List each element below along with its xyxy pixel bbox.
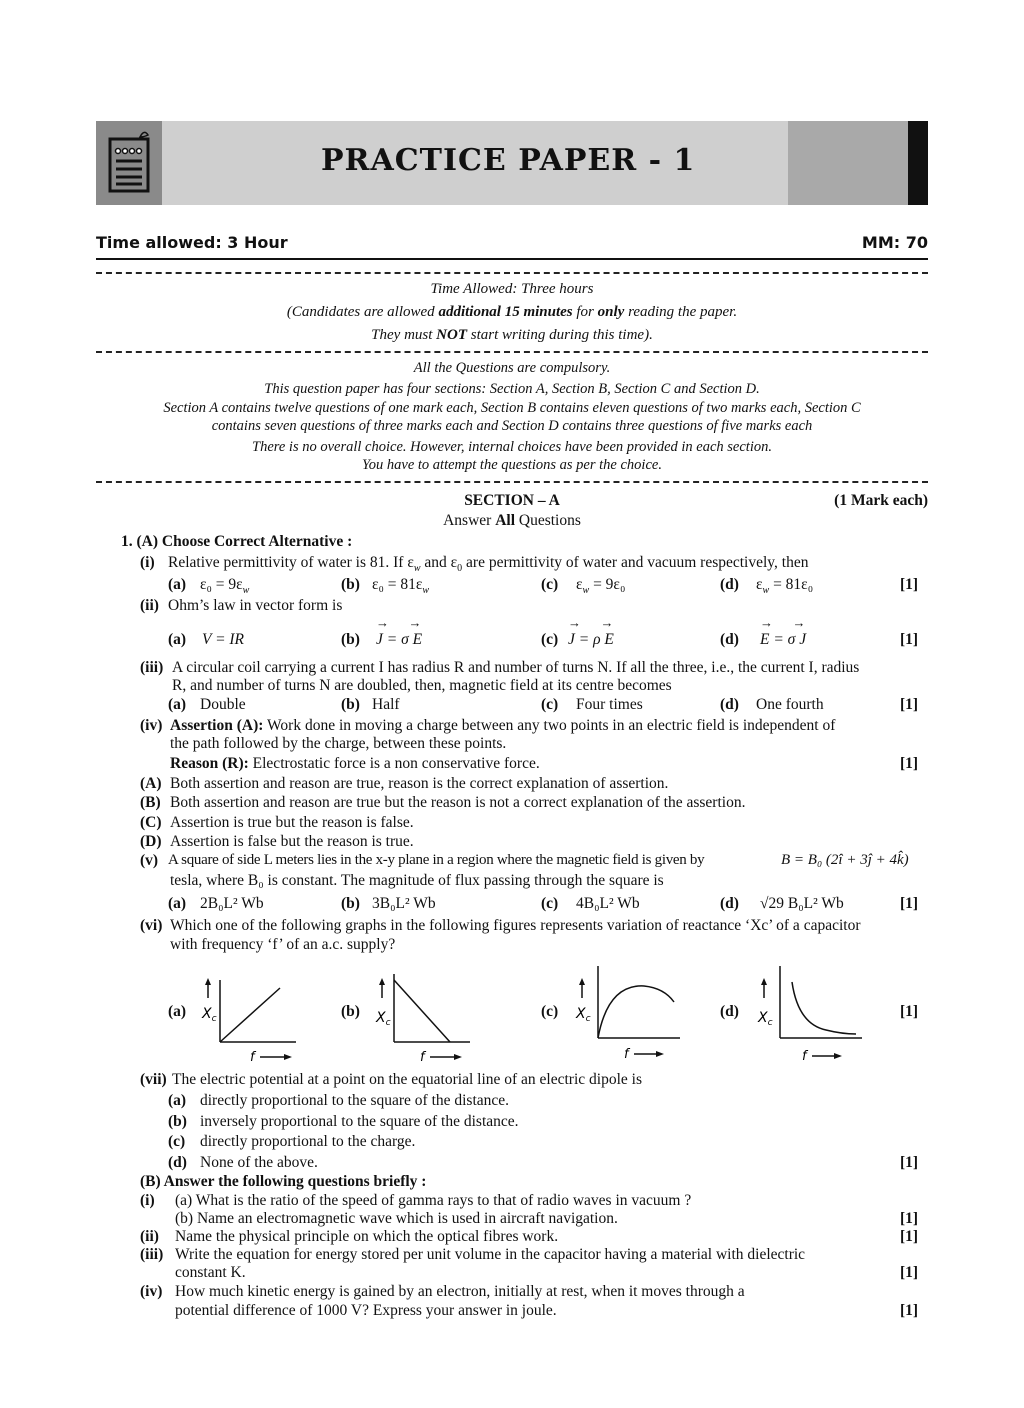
qvii-opt-b-label: (b) (168, 1113, 187, 1130)
qiv-opt-C: Assertion is true but the reason is false. (170, 814, 414, 831)
qii-opt-c-label: (c) (541, 631, 559, 648)
qv-opt-a: 2B₀L² Wb (200, 895, 264, 912)
qii-text: Ohm’s law in vector form is (168, 597, 343, 614)
qii-opt-d: E = σ J (760, 631, 807, 648)
qvii-opt-c-label: (c) (168, 1133, 186, 1150)
qvii-opt-d: None of the above. (200, 1154, 318, 1171)
notepad-icon (96, 121, 162, 205)
qiv-opt-A-label: (A) (140, 775, 162, 792)
svg-text:f: f (420, 1050, 425, 1065)
qiv-assertion: Assertion (A): Work done in moving a charge between any two points in an electric field is independent of (170, 717, 836, 734)
qvi-opt-c-label: (c) (541, 1003, 559, 1020)
qiv-mark: [1] (900, 755, 919, 772)
title-banner (96, 121, 928, 205)
graph-d (756, 962, 866, 1062)
section-title: SECTION – A (464, 492, 560, 509)
qv-opt-c-label: (c) (541, 895, 559, 912)
qvii-number: (vii) (140, 1071, 167, 1088)
qvi-mark: [1] (900, 1003, 919, 1020)
qiv-opt-B-label: (B) (140, 794, 161, 811)
qiii-opt-b-label: (b) (341, 696, 360, 713)
time-allowed-note: Time Allowed: Three hours (430, 281, 594, 297)
qB-iii-line2: constant K. (175, 1264, 246, 1281)
qB-heading: (B) Answer the following questions briefly : (140, 1173, 427, 1190)
qvii-opt-a: directly proportional to the square of the distance. (200, 1092, 510, 1109)
qB-iii-line1: Write the equation for energy stored per unit volume in the capacitor having a material with dielectric (175, 1246, 806, 1263)
qiii-opt-a-label: (a) (168, 696, 187, 713)
qiv-number: (iv) (140, 717, 163, 734)
qii-opt-b-label: (b) (341, 631, 360, 648)
qvi-line1: Which one of the following graphs in the following figures represents variation of reactance ‘Xc’ of a capacitor (170, 917, 861, 934)
qiv-assertion-line2: the path followed by the charge, between these points. (170, 735, 507, 752)
qv-number: (v) (140, 852, 159, 869)
qiv-opt-D-label: (D) (140, 833, 162, 850)
qi-number: (i) (140, 554, 155, 571)
qvi-opt-b-label: (b) (341, 1003, 360, 1020)
graph-b (370, 970, 480, 1065)
qiv-opt-B: Both assertion and reason are true but the reason is not a correct explanation of the assertion. (170, 794, 746, 811)
qvii-mark: [1] (900, 1154, 919, 1171)
banner-edge-bar (908, 121, 928, 205)
qB-ii-mark: [1] (900, 1228, 919, 1245)
qi-opt-c-label: (c) (541, 576, 559, 593)
qii-opt-d-label: (d) (720, 631, 739, 648)
qB-iv-mark: [1] (900, 1302, 919, 1319)
qiii-number: (iii) (140, 659, 164, 676)
qv-line1: A square of side L meters lies in the x-y plane in a region where the magnetic field is given by (168, 852, 705, 868)
vector-arrow-icon: → → (760, 615, 806, 630)
qv-opt-b: 3B₀L² Wb (372, 895, 436, 912)
qi-opt-b: $\varepsilon_0 = 81\varepsilon_w$ (372, 576, 430, 597)
divider-1 (96, 272, 928, 274)
qB-iv-line2: potential difference of 1000 V? Express your answer in joule. (175, 1302, 557, 1319)
graph-a (196, 970, 306, 1065)
qvii-text: The electric potential at a point on the equatorial line of an electric dipole is (172, 1071, 642, 1088)
qvi-opt-a-label: (a) (168, 1003, 187, 1020)
qii-mark: [1] (900, 631, 919, 648)
qiv-reason: Reason (R): Electrostatic force is a non conservative force. (170, 755, 540, 772)
instruction-compulsory: All the Questions are compulsory. (413, 360, 611, 376)
qiii-opt-c-label: (c) (541, 696, 559, 713)
qB-i-number: (i) (140, 1192, 155, 1209)
qi-mark: [1] (900, 576, 919, 593)
qi-opt-b-label: (b) (341, 576, 360, 593)
qB-iii-mark: [1] (900, 1264, 919, 1281)
qiii-opt-c: Four times (576, 696, 643, 713)
qB-i-a: (a) What is the ratio of the speed of gamma rays to that of radio waves in vacuum ? (175, 1192, 692, 1209)
time-allowed: Time allowed: 3 Hour (96, 233, 288, 252)
no-writing-note: They must NOT start writing during this time). (371, 327, 653, 343)
qv-opt-a-label: (a) (168, 895, 187, 912)
qB-i-mark: [1] (900, 1210, 919, 1227)
qiii-opt-d-label: (d) (720, 696, 739, 713)
qvii-opt-b: inversely proportional to the square of the distance. (200, 1113, 519, 1130)
qi-opt-d-label: (d) (720, 576, 739, 593)
instruction-choice: There is no overall choice. However, internal choices have been provided in each section. (252, 439, 772, 455)
instruction-sections: This question paper has four sections: Section A, Section B, Section C and Section D. (264, 381, 760, 397)
qi-text: Relative permittivity of water is 81. If $\varepsilon_w$ and $\varepsilon_0$ are permittivity of water and vacuum respectively, then (168, 554, 809, 575)
reading-time-note: (Candidates are allowed additional 15 minutes for only reading the paper. (286, 304, 738, 320)
divider-2 (96, 351, 928, 353)
section-subtitle: Answer All Questions (443, 512, 581, 529)
qiii-opt-b: Half (372, 696, 400, 713)
qii-opt-a-label: (a) (168, 631, 187, 648)
instruction-section-marks-1: Section A contains twelve questions of one mark each, Section B contains eleven questions of two marks each, Section C (163, 400, 861, 416)
instruction-section-marks-2: contains seven questions of three marks each and Section D contains three questions of five marks each (211, 418, 813, 434)
header-rule (96, 258, 928, 260)
qB-ii-number: (ii) (140, 1228, 159, 1245)
qiv-opt-D: Assertion is false but the reason is true. (170, 833, 414, 850)
banner-icon-block (96, 121, 162, 205)
qiii-opt-d: One fourth (756, 696, 824, 713)
qB-iv-line1: How much kinetic energy is gained by an electron, initially at rest, when it moves through a (175, 1283, 745, 1300)
qB-iv-number: (iv) (140, 1283, 163, 1300)
qv-opt-d: √29 B₀L² Wb (760, 895, 844, 912)
qvii-opt-d-label: (d) (168, 1154, 187, 1171)
qB-ii: Name the physical principle on which the optical fibres work. (175, 1228, 559, 1245)
qvi-opt-d-label: (d) (720, 1003, 739, 1020)
svg-text:Xc: $X_c$ (758, 1010, 773, 1028)
qv-opt-c: 4B₀L² Wb (576, 895, 640, 912)
svg-text:Xc: $X_c$ (576, 1006, 591, 1024)
qiii-line2: R, and number of turns N are doubled, then, magnetic field at its centre becomes (172, 677, 672, 694)
qiii-mark: [1] (900, 696, 919, 713)
vector-arrow-icon: → → (568, 615, 614, 630)
svg-text:f: f (250, 1050, 255, 1065)
qii-opt-c: J = ρ E (568, 631, 614, 648)
svg-text:Xc: $X_c$ (202, 1006, 217, 1024)
section-marks: (1 Mark each) (834, 492, 928, 509)
svg-text:f: f (624, 1047, 629, 1062)
qv-line2: tesla, where B₀ is constant. The magnitude of flux passing through the square is (170, 872, 664, 889)
qiii-line1: A circular coil carrying a current I has radius R and number of turns N. If all the three, i.e., the current I, radius (172, 659, 860, 676)
qi-opt-a-label: (a) (168, 576, 187, 593)
graph-c (574, 962, 684, 1062)
qiii-opt-a: Double (200, 696, 246, 713)
qi-opt-c: $\varepsilon_w = 9\varepsilon_0$ (576, 576, 626, 597)
vector-arrow-icon: → → (376, 615, 422, 630)
qiv-opt-A: Both assertion and reason are true, reason is the correct explanation of assertion. (170, 775, 669, 792)
q1-heading: 1. (A) Choose Correct Alternative : (121, 533, 353, 550)
qii-opt-a: V = IR (202, 631, 245, 648)
max-marks: MM: 70 (861, 233, 928, 252)
qv-formula: B = B₀ (2î + 3ĵ + 4k̂) (781, 852, 909, 868)
page-title: PRACTICE PAPER - 1 (321, 143, 696, 178)
qiv-opt-C-label: (C) (140, 814, 162, 831)
qvi-number: (vi) (140, 917, 163, 934)
qii-number: (ii) (140, 597, 159, 614)
qii-opt-b: J = σ E (376, 631, 423, 648)
qB-i-b: (b) Name an electromagnetic wave which is used in aircraft navigation. (175, 1210, 618, 1227)
svg-text:Xc: $X_c$ (376, 1010, 391, 1028)
qvii-opt-a-label: (a) (168, 1092, 187, 1109)
svg-text:f: f (802, 1049, 807, 1062)
divider-3 (96, 481, 928, 483)
instruction-attempt: You have to attempt the questions as per the choice. (362, 457, 662, 473)
banner-right-block (788, 121, 928, 205)
qvi-line2: with frequency ‘f’ of an a.c. supply? (170, 936, 396, 953)
qv-opt-b-label: (b) (341, 895, 360, 912)
qvii-opt-c: directly proportional to the charge. (200, 1133, 416, 1150)
qi-opt-a: $\varepsilon_0 = 9\varepsilon_w$ (200, 576, 250, 597)
qv-opt-d-label: (d) (720, 895, 739, 912)
qB-iii-number: (iii) (140, 1246, 164, 1263)
qv-mark: [1] (900, 895, 919, 912)
qi-opt-d: $\varepsilon_w = 81\varepsilon_0$ (756, 576, 814, 597)
